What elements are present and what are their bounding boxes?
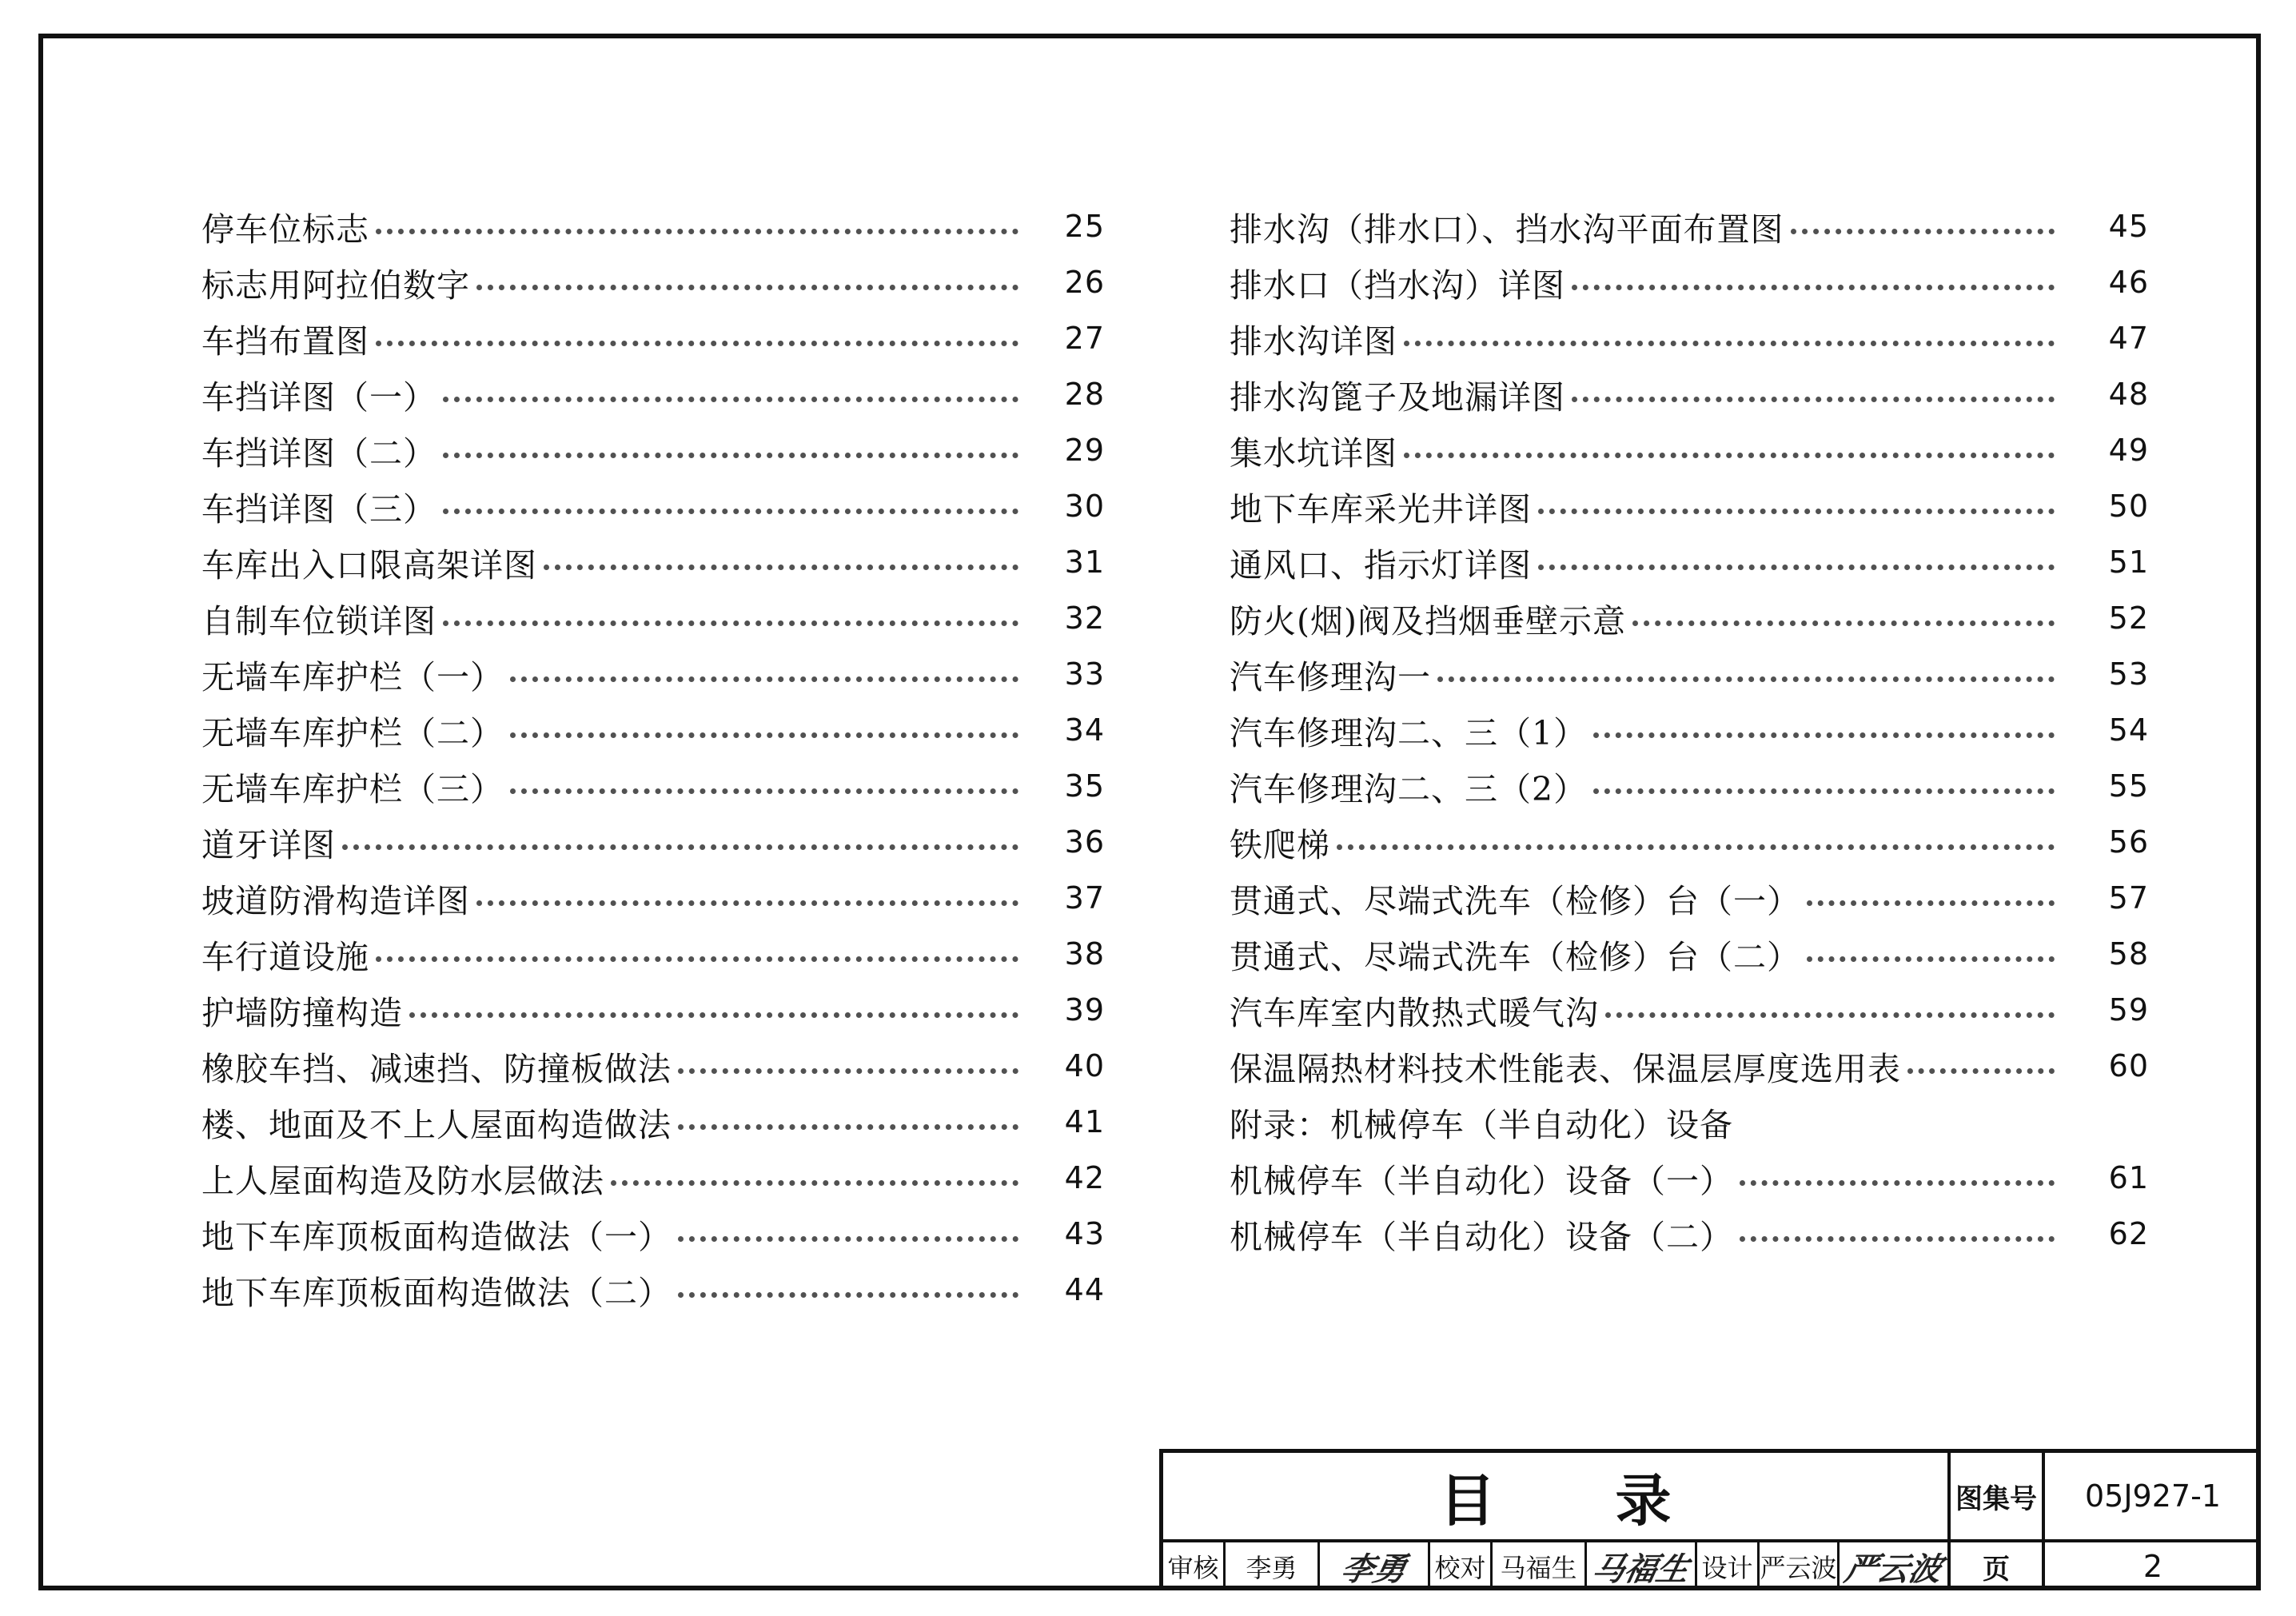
toc-entry-title: 附录：机械停车（半自动化）设备 <box>1230 1105 1733 1144</box>
page-number-value: 2 <box>2143 1549 2163 1584</box>
page-label: 页 <box>1951 1542 2045 1590</box>
toc-entry-title: 贯通式、尽端式洗车（检修）台（一） <box>1230 881 1800 920</box>
reviewer-label: 审核 <box>1163 1542 1226 1590</box>
toc-entry-page: 36 <box>1064 824 1105 860</box>
toc-entry <box>1230 590 2149 646</box>
toc-right-column <box>1230 198 2149 1262</box>
toc-entry <box>201 982 1105 1038</box>
toc-dot-leader <box>611 1180 1018 1186</box>
toc-entry-page: 51 <box>2108 545 2149 580</box>
toc-dot-leader <box>443 397 1018 402</box>
toc-entry <box>1230 870 2149 926</box>
toc-entry-page: 40 <box>1064 1048 1105 1083</box>
toc-entry-page: 43 <box>1064 1216 1105 1251</box>
toc-dot-leader <box>1632 620 2055 626</box>
toc-entry-title: 无墙车库护栏（一） <box>201 657 504 696</box>
toc-dot-leader <box>376 956 1018 962</box>
toc-dot-leader <box>510 732 1018 738</box>
toc-dot-leader <box>1740 1180 2055 1186</box>
toc-entry-title: 护墙防撞构造 <box>201 993 403 1032</box>
toc-dot-leader <box>1791 229 2055 234</box>
toc-entry-page: 52 <box>2108 601 2149 636</box>
toc-entry-page: 27 <box>1064 321 1105 356</box>
toc-entry-title: 楼、地面及不上人屋面构造做法 <box>201 1105 672 1144</box>
toc-entry-title: 停车位标志 <box>201 209 369 249</box>
toc-entry-page: 34 <box>1064 712 1105 748</box>
toc-entry-title: 汽车修理沟一 <box>1230 657 1431 696</box>
toc-entry-page: 29 <box>1064 433 1105 468</box>
atlas-number-value: 05J927-1 <box>2045 1453 2261 1542</box>
toc-dot-leader <box>1605 1012 2055 1018</box>
toc-dot-leader <box>443 453 1018 458</box>
toc-entry <box>201 926 1105 982</box>
toc-entry-title: 上人屋面构造及防水层做法 <box>201 1161 604 1200</box>
toc-entry-title: 地下车库采光井详图 <box>1230 489 1532 529</box>
toc-entry-title: 排水口（挡水沟）详图 <box>1230 265 1565 305</box>
toc-entry <box>1230 310 2149 366</box>
toc-entry-page: 47 <box>2108 321 2149 356</box>
toc-entry-page: 35 <box>1064 768 1105 804</box>
toc-entry <box>201 1038 1105 1094</box>
toc-entry-title: 车库出入口限高架详图 <box>201 545 537 585</box>
toc-entry-page: 57 <box>2108 880 2149 916</box>
toc-entry-page: 33 <box>1064 656 1105 692</box>
toc-entry <box>201 1150 1105 1206</box>
toc-entry <box>1230 366 2149 422</box>
toc-dot-leader <box>678 1292 1018 1298</box>
toc-entry <box>1230 422 2149 478</box>
toc-entry <box>201 1094 1105 1150</box>
toc-entry-title: 地下车库顶板面构造做法（一） <box>201 1217 672 1256</box>
toc-entry <box>1230 758 2149 814</box>
toc-dot-leader <box>1907 1068 2055 1074</box>
toc-dot-leader <box>376 229 1018 234</box>
toc-entry <box>201 310 1105 366</box>
toc-entry <box>1230 198 2149 254</box>
toc-entry-page: 62 <box>2108 1216 2149 1251</box>
toc-entry-title: 机械停车（半自动化）设备（二） <box>1230 1217 1733 1256</box>
atlas-number-label: 图集号 <box>1951 1453 2045 1542</box>
toc-entry-page: 30 <box>1064 489 1105 524</box>
toc-dot-leader <box>1593 788 2055 794</box>
toc-entry <box>201 366 1105 422</box>
designer-label: 设计 <box>1697 1542 1760 1590</box>
toc-entry <box>201 198 1105 254</box>
toc-entry-title: 通风口、指示灯详图 <box>1230 545 1532 585</box>
toc-entry-title: 橡胶车挡、减速挡、防撞板做法 <box>201 1049 672 1088</box>
toc-dot-leader <box>1538 565 2055 570</box>
toc-dot-leader <box>1740 1236 2055 1242</box>
toc-entry-title: 铁爬梯 <box>1230 825 1330 864</box>
toc-entry-title: 集水坑详图 <box>1230 433 1397 473</box>
toc-dot-leader <box>1593 732 2055 738</box>
toc-dot-leader <box>1437 676 2055 682</box>
toc-entry <box>1230 1038 2149 1094</box>
toc-entry <box>201 814 1105 870</box>
toc-dot-leader <box>678 1124 1018 1130</box>
toc-dot-leader <box>510 676 1018 682</box>
toc-entry-title: 自制车位锁详图 <box>201 601 436 640</box>
toc-entry-page: 46 <box>2108 265 2149 300</box>
toc-entry <box>201 534 1105 590</box>
toc-entry <box>1230 1094 2149 1150</box>
toc-dot-leader <box>1538 509 2055 514</box>
toc-entry-page: 44 <box>1064 1272 1105 1307</box>
toc-entry <box>1230 814 2149 870</box>
toc-entry-page: 32 <box>1064 601 1105 636</box>
toc-entry-title: 排水沟（排水口）、挡水沟平面布置图 <box>1230 209 1784 249</box>
toc-entry <box>201 1262 1105 1318</box>
sheet-title: 目录 <box>1163 1453 1951 1542</box>
toc-entry-title: 汽车库室内散热式暖气沟 <box>1230 993 1599 1032</box>
toc-entry <box>1230 534 2149 590</box>
toc-dot-leader <box>678 1236 1018 1242</box>
toc-entry-title: 无墙车库护栏（二） <box>201 713 504 752</box>
toc-entry-title: 保温隔热材料技术性能表、保温层厚度选用表 <box>1230 1049 1901 1088</box>
toc-entry-page: 45 <box>2108 209 2149 244</box>
toc-dot-leader <box>1404 453 2055 458</box>
toc-entry-page: 61 <box>2108 1160 2149 1195</box>
toc-entry-page: 31 <box>1064 545 1105 580</box>
toc-entry <box>201 870 1105 926</box>
toc-entry <box>1230 646 2149 702</box>
toc-dot-leader <box>443 620 1018 626</box>
toc-dot-leader <box>510 788 1018 794</box>
toc-entry-title: 车行道设施 <box>201 937 369 976</box>
toc-entry-page: 55 <box>2108 768 2149 804</box>
toc-entry-title: 地下车库顶板面构造做法（二） <box>201 1273 672 1312</box>
toc-dot-leader <box>544 565 1018 570</box>
toc-dot-leader <box>376 341 1018 346</box>
toc-entry <box>201 478 1105 534</box>
title-block <box>1159 1449 2261 1590</box>
reviewer-name: 李勇 <box>1226 1542 1320 1590</box>
toc-dot-leader <box>342 844 1018 850</box>
toc-entry-page: 39 <box>1064 992 1105 1027</box>
toc-entry-title: 车挡布置图 <box>201 321 369 361</box>
toc-dot-leader <box>678 1068 1018 1074</box>
checker-label: 校对 <box>1430 1542 1493 1590</box>
toc-entry-page: 26 <box>1064 265 1105 300</box>
checker-signature-text: 马福生 <box>1588 1550 1692 1588</box>
toc-entry-page: 53 <box>2108 656 2149 692</box>
toc-entry-page: 38 <box>1064 936 1105 972</box>
toc-entry <box>1230 478 2149 534</box>
toc-entry-page: 59 <box>2108 992 2149 1027</box>
reviewer-signature <box>1320 1542 1430 1590</box>
toc-entry-page: 49 <box>2108 433 2149 468</box>
designer-name: 严云波 <box>1760 1542 1840 1590</box>
toc-entry-page: 28 <box>1064 377 1105 412</box>
toc-entry <box>1230 1150 2149 1206</box>
toc-entry <box>1230 926 2149 982</box>
toc-left-column <box>201 198 1105 1318</box>
toc-entry <box>201 254 1105 310</box>
toc-dot-leader <box>1807 900 2055 906</box>
toc-entry <box>201 646 1105 702</box>
toc-dot-leader <box>476 900 1018 906</box>
toc-entry-title: 标志用阿拉伯数字 <box>201 265 470 305</box>
toc-entry-title: 机械停车（半自动化）设备（一） <box>1230 1161 1733 1200</box>
toc-entry <box>201 758 1105 814</box>
toc-entry-page: 58 <box>2108 936 2149 972</box>
toc-entry-page: 50 <box>2108 489 2149 524</box>
toc-entry-title: 排水沟详图 <box>1230 321 1397 361</box>
toc-entry-page: 48 <box>2108 377 2149 412</box>
toc-entry-page: 54 <box>2108 712 2149 748</box>
toc-entry-page: 25 <box>1064 209 1105 244</box>
toc-entry <box>201 702 1105 758</box>
toc-entry-page: 42 <box>1064 1160 1105 1195</box>
toc-entry-title: 汽车修理沟二、三（1） <box>1230 713 1588 752</box>
reviewer-signature-text: 李勇 <box>1337 1550 1409 1588</box>
toc-dot-leader <box>1337 844 2055 850</box>
toc-entry <box>201 590 1105 646</box>
checker-signature <box>1587 1542 1697 1590</box>
toc-entry-title: 排水沟篦子及地漏详图 <box>1230 377 1565 417</box>
toc-entry-title: 无墙车库护栏（三） <box>201 769 504 808</box>
toc-entry <box>1230 254 2149 310</box>
toc-entry <box>1230 1206 2149 1262</box>
toc-dot-leader <box>1404 341 2055 346</box>
toc-entry-title: 车挡详图（三） <box>201 489 436 529</box>
toc-entry-title: 车挡详图（一） <box>201 377 436 417</box>
toc-entry <box>1230 702 2149 758</box>
toc-entry-page: 60 <box>2108 1048 2149 1083</box>
toc-entry <box>201 422 1105 478</box>
toc-dot-leader <box>476 285 1018 290</box>
toc-dot-leader <box>1572 285 2055 290</box>
toc-entry-title: 汽车修理沟二、三（2） <box>1230 769 1588 808</box>
toc-dot-leader <box>409 1012 1018 1018</box>
toc-dot-leader <box>443 509 1018 514</box>
toc-entry-title: 道牙详图 <box>201 825 336 864</box>
toc-entry-title: 车挡详图（二） <box>201 433 436 473</box>
toc-dot-leader <box>1807 956 2055 962</box>
checker-name: 马福生 <box>1493 1542 1587 1590</box>
toc-entry-page: 37 <box>1064 880 1105 916</box>
toc-dot-leader <box>1572 397 2055 402</box>
toc-entry-page: 56 <box>2108 824 2149 860</box>
toc-entry-page: 41 <box>1064 1104 1105 1139</box>
toc-entry-title: 防火(烟)阀及挡烟垂壁示意 <box>1230 601 1626 640</box>
designer-signature-text: 严云波 <box>1840 1550 1945 1588</box>
signature-row <box>1163 1542 1951 1590</box>
toc-entry-title: 坡道防滑构造详图 <box>201 881 470 920</box>
designer-signature <box>1840 1542 1947 1590</box>
toc-entry <box>201 1206 1105 1262</box>
toc-entry <box>1230 982 2149 1038</box>
toc-entry-title: 贯通式、尽端式洗车（检修）台（二） <box>1230 937 1800 976</box>
